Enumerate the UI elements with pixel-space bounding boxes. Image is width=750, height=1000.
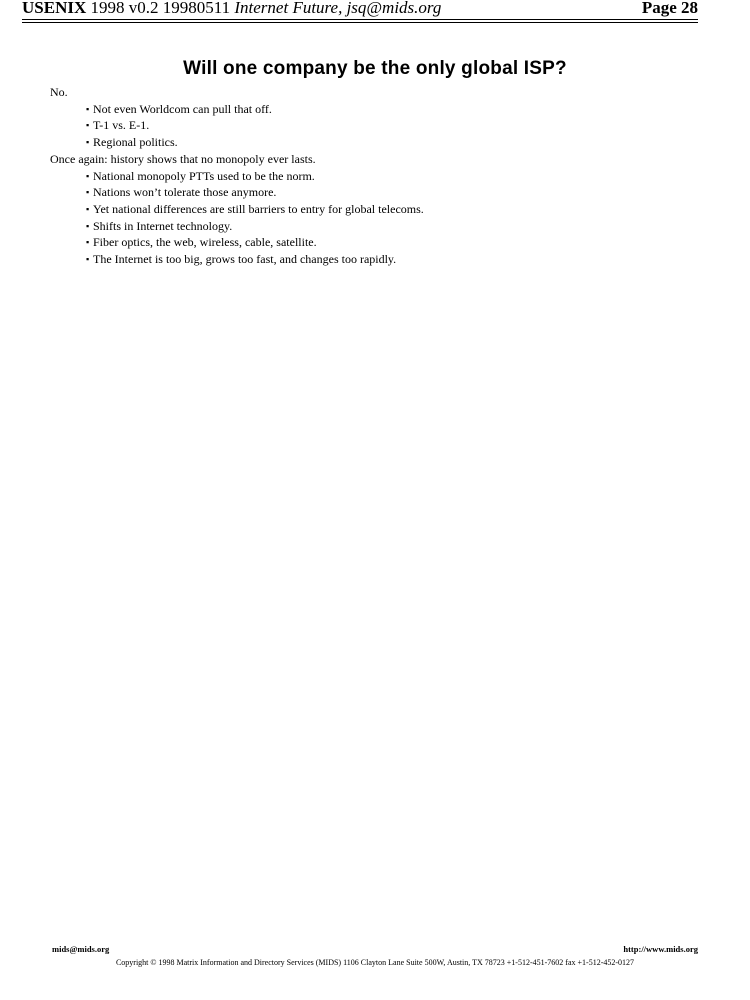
footer-url: http://www.mids.org	[623, 944, 698, 954]
bullet-icon: ▪	[86, 237, 90, 248]
section-no	[50, 84, 710, 151]
header-rule-bottom	[22, 22, 698, 23]
list-item	[50, 184, 710, 201]
section-heading: No.	[50, 85, 68, 99]
header-subject: Internet Future, jsq@mids.org	[234, 0, 442, 17]
copyright-notice: Copyright © 1998 Matrix Information and Directory Services (MIDS) 1106 Clayton Lane Suite 500W, Austin, TX 78723 +1-512-451-7602 fax +1-512-452-0127	[115, 958, 635, 967]
bullet-text: Shifts in Internet technology.	[93, 218, 233, 233]
bullet-text: T-1 vs. E-1.	[93, 118, 150, 133]
bullet-icon: ▪	[86, 187, 90, 198]
list-item	[50, 218, 710, 235]
list-item	[50, 168, 710, 185]
bullet-list	[50, 168, 710, 268]
bullet-text: Not even Worldcom can pull that off.	[93, 101, 272, 116]
list-item	[50, 117, 710, 134]
header-rule-top	[22, 19, 698, 20]
section-heading: Once again: history shows that no monopoly ever lasts.	[50, 151, 316, 166]
list-item	[50, 134, 710, 151]
bullet-list	[50, 101, 710, 151]
footer-email: mids@mids.org	[52, 944, 110, 954]
bullet-text: Nations won’t tolerate those anymore.	[93, 185, 277, 200]
page-number: Page 28	[641, 0, 698, 17]
bullet-text: Yet national differences are still barriers to entry for global telecoms.	[93, 201, 424, 216]
bullet-icon: ▪	[86, 220, 90, 231]
bullet-icon: ▪	[86, 203, 90, 214]
list-item	[50, 234, 710, 251]
list-item	[50, 251, 710, 268]
section-history	[50, 151, 710, 268]
bullet-icon: ▪	[86, 103, 90, 114]
bullet-text: Regional politics.	[93, 135, 178, 150]
slide-title: Will one company be the only global ISP?	[183, 58, 567, 79]
bullet-icon: ▪	[86, 137, 90, 148]
bullet-icon: ▪	[86, 170, 90, 181]
list-item	[50, 201, 710, 218]
page-header	[22, 0, 698, 19]
version-info: 1998 v0.2 19980511	[90, 0, 231, 17]
conference-name: USENIX	[22, 0, 87, 17]
bullet-icon: ▪	[86, 254, 90, 265]
slide-body	[50, 84, 710, 268]
bullet-text: National monopoly PTTs used to be the norm.	[93, 168, 315, 183]
bullet-icon: ▪	[86, 120, 90, 131]
list-item	[50, 101, 710, 118]
header-left	[22, 0, 441, 18]
bullet-text: Fiber optics, the web, wireless, cable, satellite.	[93, 235, 317, 250]
bullet-text: The Internet is too big, grows too fast, and changes too rapidly.	[93, 252, 397, 267]
